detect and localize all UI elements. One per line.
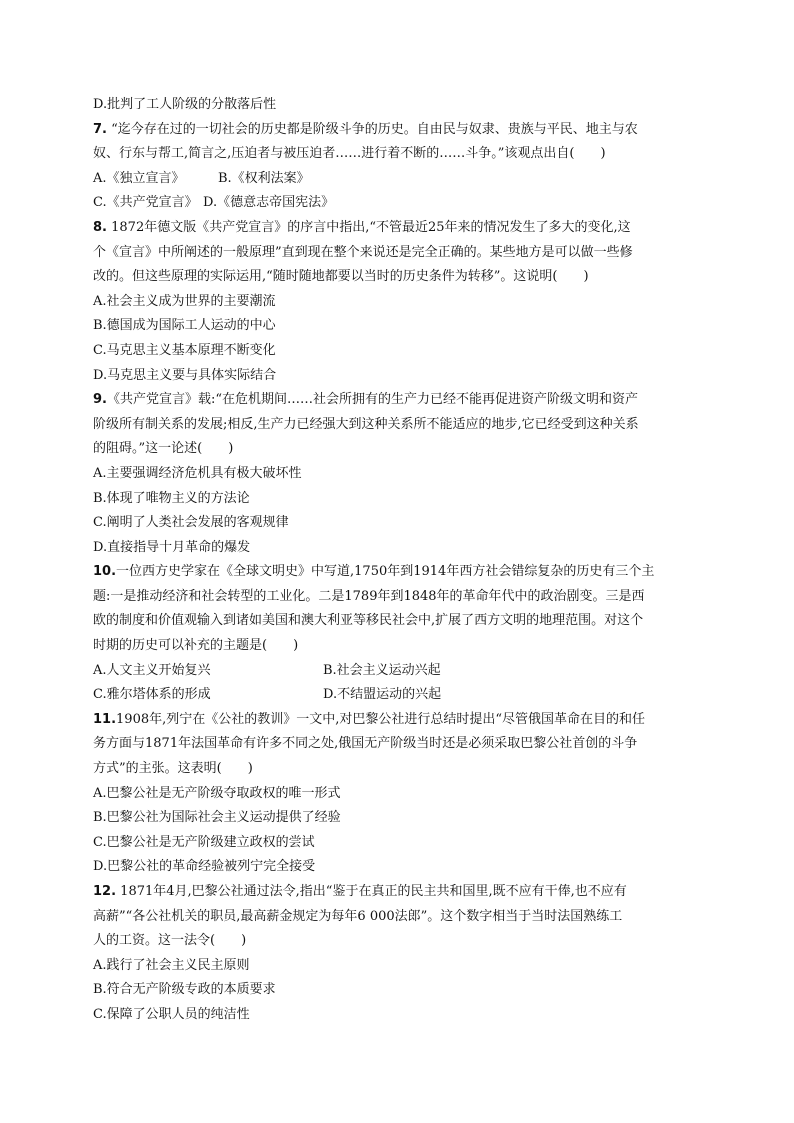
q11-option-b: B.巴黎公社为国际社会主义运动提供了经验 <box>93 810 341 826</box>
q12-stem-text-1: 1871年4月,巴黎公社通过法令,指出“鉴于在真正的民主共和国里,既不应有干俸,也不应有 <box>120 884 627 899</box>
q10-stem-line-3: 欧的制度和价值观输入到诸如美国和澳大利亚等移民社会中,扩展了西方文明的地理范围。对这个 <box>93 613 644 629</box>
q9-number: 9. <box>93 392 107 408</box>
q12-stem-line-3: 人的工资。这一法令( ) <box>93 933 247 949</box>
q8-option-d: D.马克思主义要与具体实际结合 <box>93 367 277 383</box>
q10-stem-text-1: 一位西方史学家在《全球文明史》中写道,1750年到1914年西方社会错综复杂的历史有三个主 <box>116 564 655 580</box>
q8-stem-line-3: 改的。但这些原理的实际运用,“随时随地都要以当时的历史条件为转移”。这说明( ) <box>93 269 589 285</box>
q9-stem-line-2: 阶级所有制关系的发展;相反,生产力已经强大到这种关系所不能适应的地步,它已经受到这种关系 <box>93 416 639 432</box>
q11-stem-line-2: 务方面与1871年法国革命有许多不同之处,俄国无产阶级当时还是必须采取巴黎公社首创的斗争 <box>93 736 638 752</box>
q9-option-a: A.主要强调经济危机具有极大破坏性 <box>93 465 302 481</box>
q8-option-a: A.社会主义成为世界的主要潮流 <box>93 293 276 309</box>
q12-option-a: A.践行了社会主义民主原则 <box>93 957 250 973</box>
q9-option-b: B.体现了唯物主义的方法论 <box>93 490 250 506</box>
q9-option-c: C.阐明了人类社会发展的客观规律 <box>93 515 289 531</box>
q12-stem-line-2: 高薪”“各公社机关的职员,最高薪金规定为每年6 000法郎”。这个数字相当于当时法国熟练工 <box>93 908 623 924</box>
q10-options-row-1 <box>93 659 703 684</box>
q7-number: 7. <box>93 121 107 137</box>
q7-option-a: A.《独立宣言》 <box>93 170 185 186</box>
q6-option-d: D.批判了工人阶级的分散落后性 <box>93 97 277 112</box>
q7-option-b: B.《权利法案》 <box>218 170 310 186</box>
q8-option-c: C.马克思主义基本原理不断变化 <box>93 342 276 358</box>
q7-stem-text-1: “迄今存在过的一切社会的历史都是阶级斗争的历史。自由民与奴隶、贵族与平民、地主与农 <box>111 121 638 137</box>
q11-option-c: C.巴黎公社是无产阶级建立政权的尝试 <box>93 834 315 850</box>
q10-option-a: A.人文主义开始复兴 <box>93 662 211 678</box>
q10-option-b: B.社会主义运动兴起 <box>323 662 441 678</box>
q11-stem-text-1: 1908年,列宁在《公社的教训》一文中,对巴黎公社进行总结时提出“尽管俄国革命在目的和任 <box>116 711 646 727</box>
q10-option-d: D.不结盟运动的兴起 <box>323 687 442 703</box>
q7-option-c: C.《共产党宣言》 <box>93 195 198 211</box>
q9-stem-line-1 <box>93 388 703 413</box>
q10-number: 10. <box>93 564 117 580</box>
q8-stem-line-1 <box>93 216 703 241</box>
q10-options-row-2 <box>93 683 703 708</box>
q7-stem-line-1 <box>93 118 703 143</box>
q12-number: 12. <box>93 884 117 899</box>
q11-option-d: D.巴黎公社的革命经验被列宁完全接受 <box>93 859 316 875</box>
q8-stem-text-1: 1872年德文版《共产党宣言》的序言中指出,“不管最近25年来的情况发生了多大的变化,这 <box>111 219 631 235</box>
q8-option-b: B.德国成为国际工人运动的中心 <box>93 318 276 334</box>
q12-option-b: B.符合无产阶级专政的本质要求 <box>93 982 276 998</box>
q11-stem-line-3: 方式”的主张。这表明( ) <box>93 761 253 777</box>
q12-stem-line-1 <box>93 880 703 905</box>
q11-stem-line-1 <box>93 708 703 733</box>
q10-stem-line-2: 题:一是推动经济和社会转型的工业化。二是1789年到1848年的革命年代中的政治剧变。三是西 <box>93 588 645 604</box>
q8-number: 8. <box>93 219 107 235</box>
q10-option-c: C.雅尔塔体系的形成 <box>93 687 211 703</box>
q11-number: 11. <box>93 711 117 727</box>
q9-stem-line-3: 的阻碍。”这一论述( ) <box>93 441 234 457</box>
q9-option-d: D.直接指导十月革命的爆发 <box>93 539 251 555</box>
q8-stem-line-2: 个《宣言》中所阐述的一般原理”直到现在整个来说还是完全正确的。某些地方是可以做一些修 <box>93 244 633 260</box>
q9-stem-text-1: 《共产党宣言》载:“在危机期间……社会所拥有的生产力已经不能再促进资产阶级文明和资产 <box>106 392 639 408</box>
q7-option-d: D.《德意志帝国宪法》 <box>203 195 335 211</box>
q12-option-c: C.保障了公职人员的纯洁性 <box>93 1006 250 1022</box>
q7-stem-line-2: 奴、行东与帮工,简言之,压迫者与被压迫者……进行着不断的……斗争。”该观点出自( ) <box>93 146 606 162</box>
exam-page <box>93 93 703 1028</box>
q7-options-row-1 <box>93 167 703 192</box>
q10-stem-line-1 <box>93 560 703 585</box>
q11-option-a: A.巴黎公社是无产阶级夺取政权的唯一形式 <box>93 785 341 801</box>
q10-stem-line-4: 时期的历史可以补充的主题是( ) <box>93 638 299 654</box>
q7-options-row-2 <box>93 191 703 216</box>
